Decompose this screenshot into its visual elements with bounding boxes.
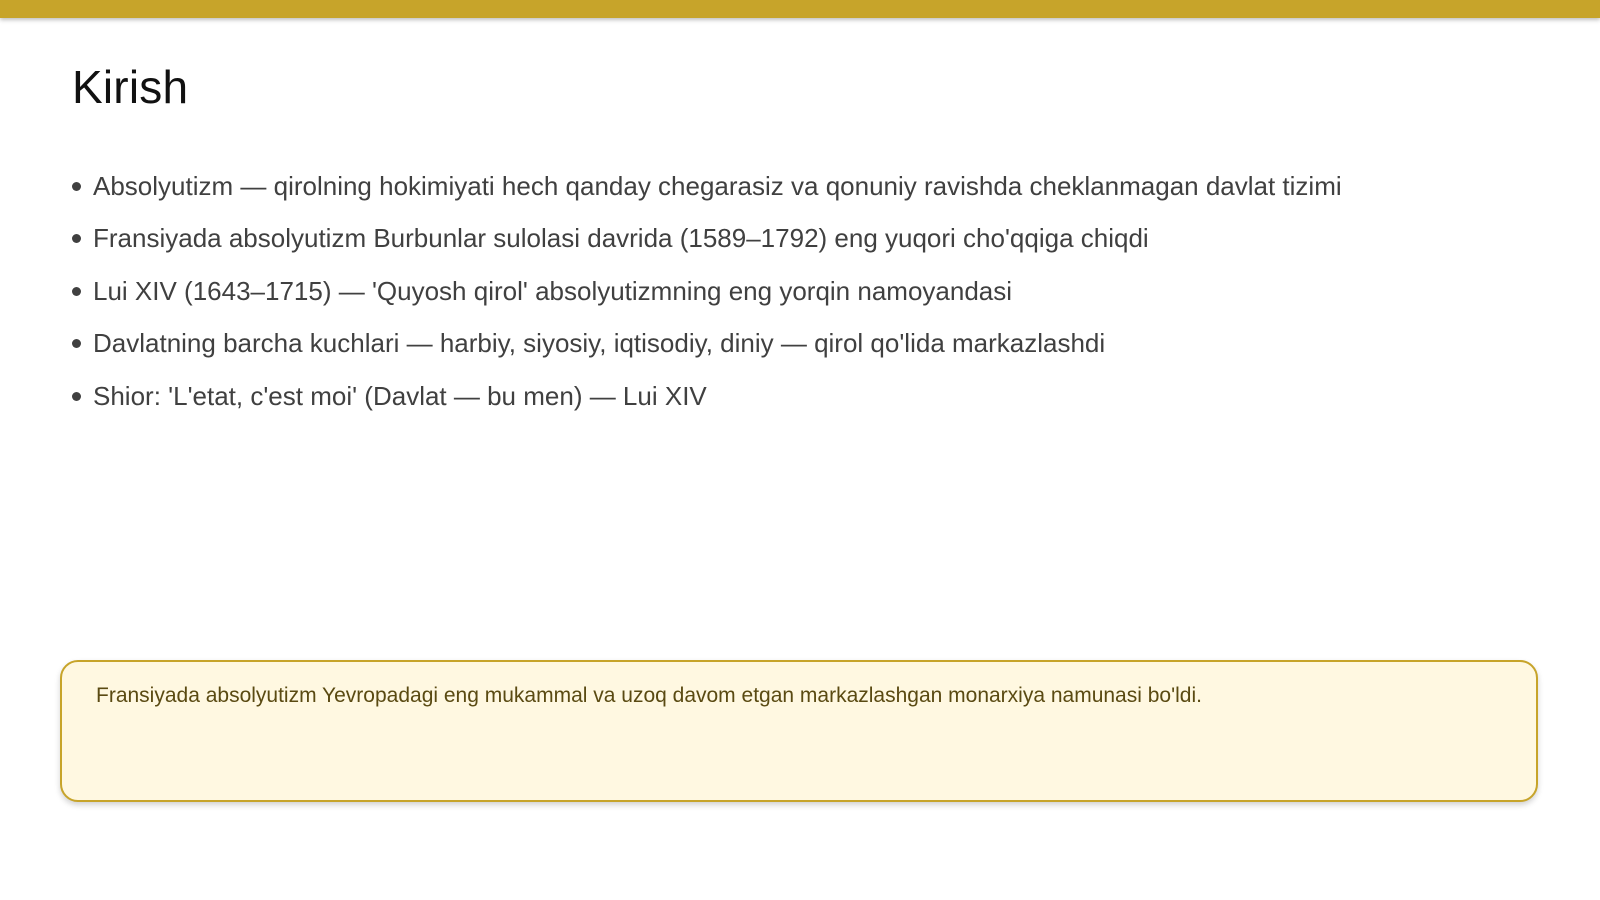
- bullet-text: Fransiyada absolyutizm Burbunlar sulolasi davrida (1589–1792) eng yuqori cho'qqiga chiqdi: [93, 223, 1149, 254]
- bullet-text: Davlatning barcha kuchlari — harbiy, siyosiy, iqtisodiy, diniy — qirol qo'lida markazlashdi: [93, 328, 1106, 359]
- bullet-item: [72, 160, 1542, 213]
- bullet-text: Lui XIV (1643–1715) — 'Quyosh qirol' absolyutizmning eng yorqin namoyandasi: [93, 275, 1013, 306]
- bullet-item: [72, 370, 1542, 423]
- bullet-icon: [72, 287, 81, 296]
- bullet-text: Shior: 'L'etat, c'est moi' (Davlat — bu men) — Lui XIV: [93, 380, 707, 411]
- note-box: [60, 660, 1538, 802]
- bullet-icon: [72, 234, 81, 243]
- note-text: Fransiyada absolyutizm Yevropadagi eng mukammal va uzoq davom etgan markazlashgan monarxiya namunasi bo'ldi.: [96, 684, 1202, 707]
- bullet-list: [72, 160, 1542, 423]
- slide-title: Kirish: [72, 61, 189, 113]
- bullet-icon: [72, 182, 81, 191]
- bullet-item: [72, 265, 1542, 318]
- bullet-text: Absolyutizm — qirolning hokimiyati hech qanday chegarasiz va qonuniy ravishda cheklanmagan davlat tizimi: [93, 170, 1342, 201]
- bullet-icon: [72, 339, 81, 348]
- bullet-icon: [72, 392, 81, 401]
- bullet-item: [72, 213, 1542, 266]
- bullet-item: [72, 318, 1542, 371]
- top-accent-bar: [0, 0, 1600, 18]
